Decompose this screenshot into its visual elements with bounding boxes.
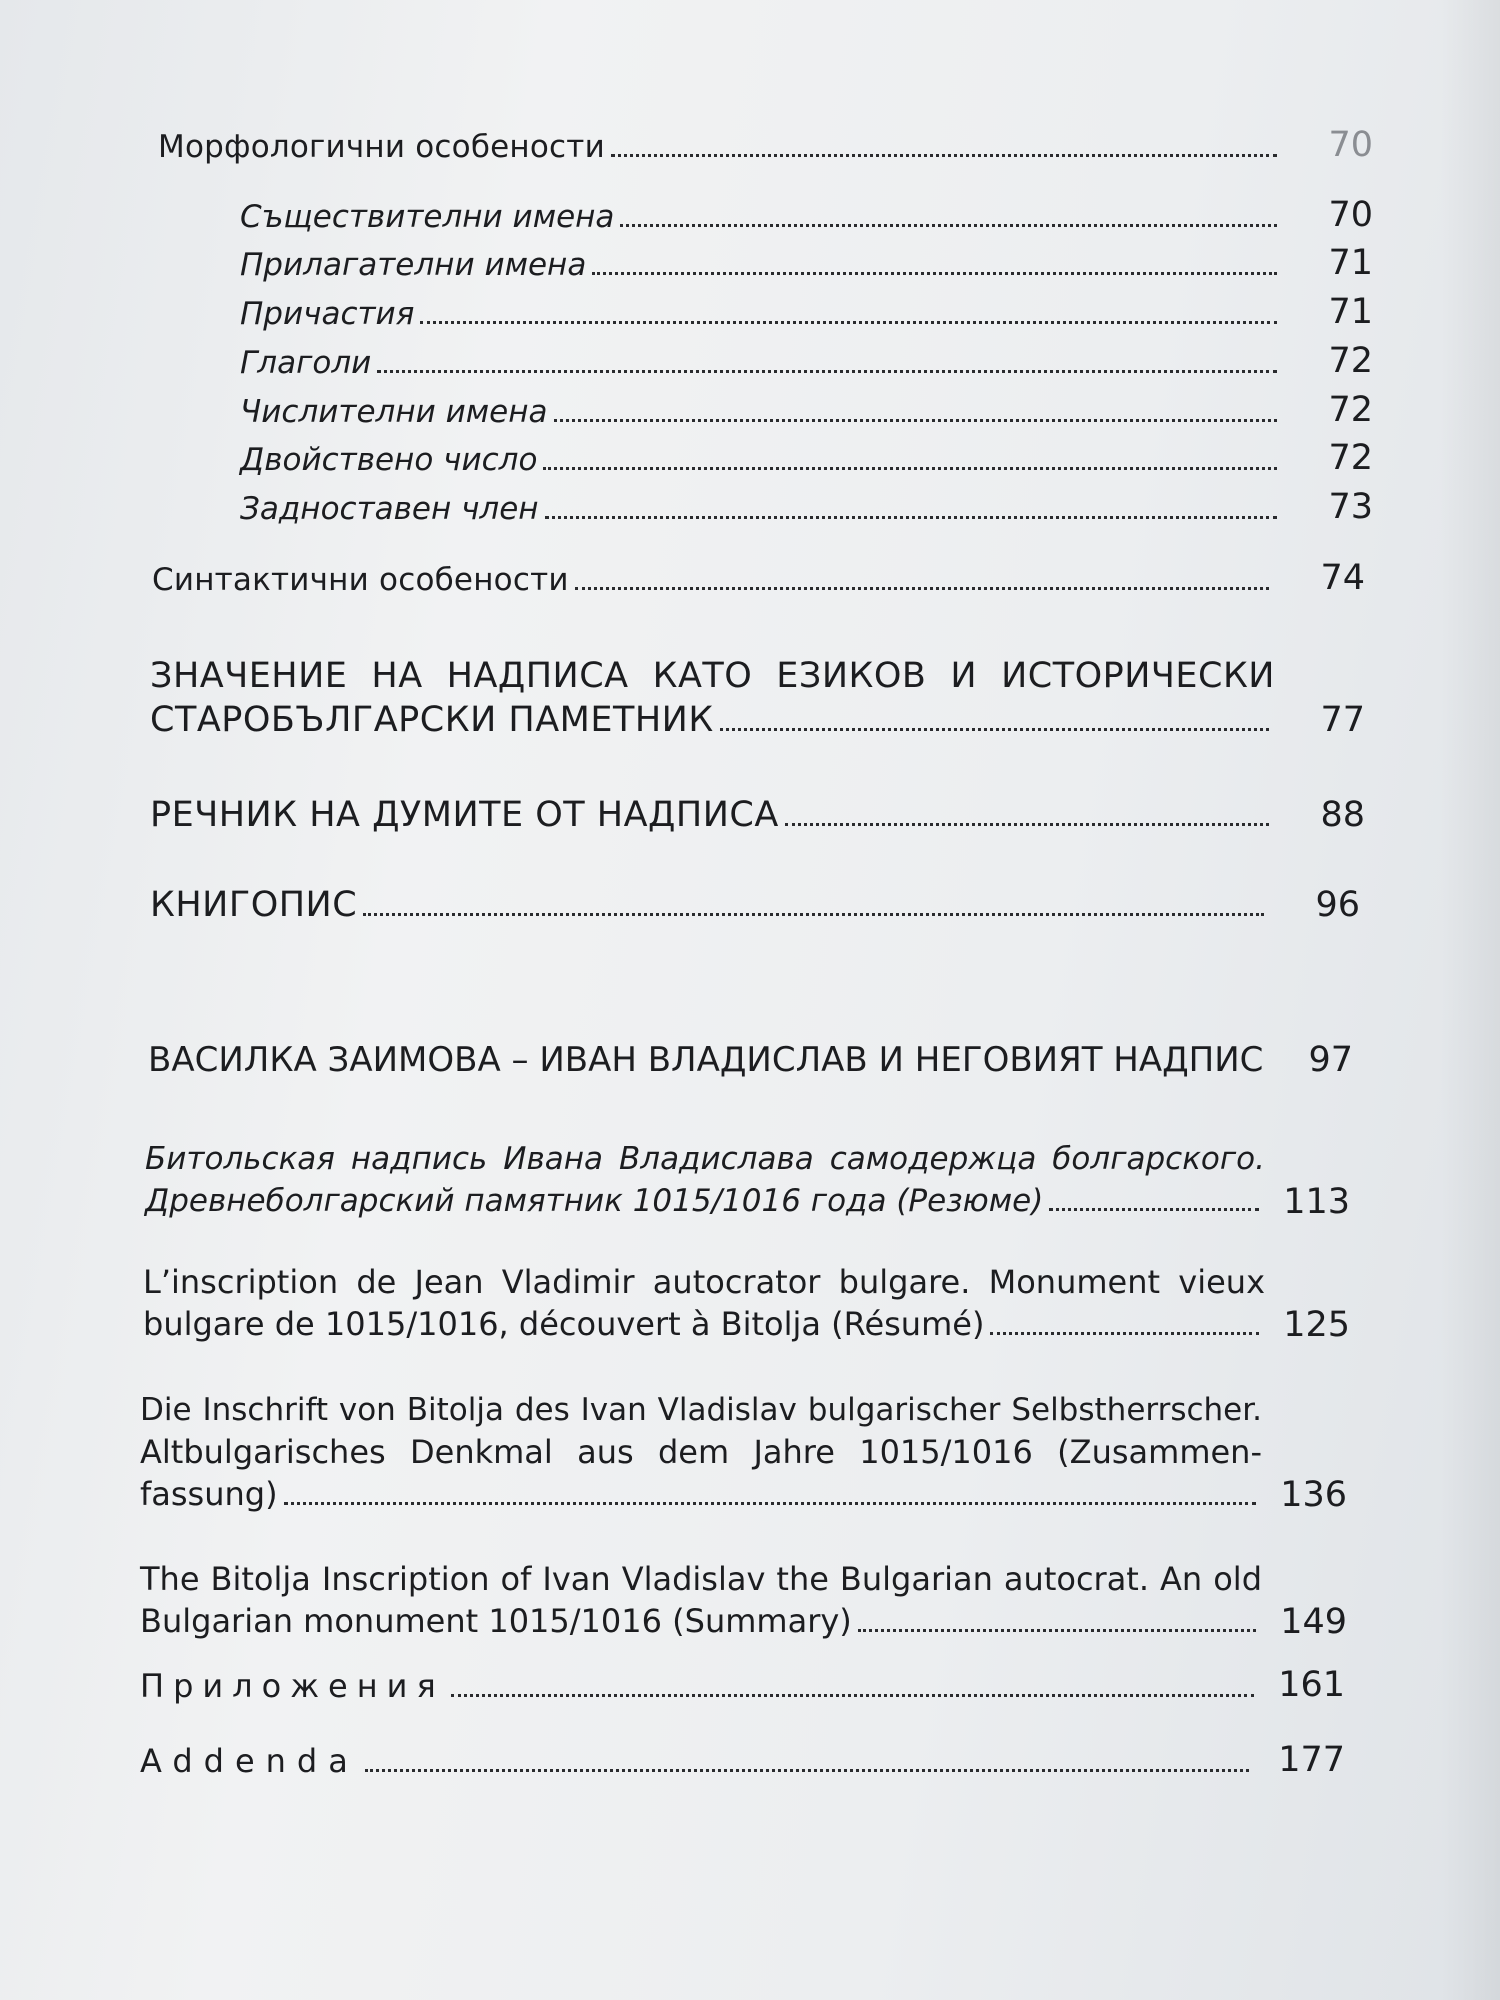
dot-leader bbox=[284, 1502, 1256, 1505]
toc-page-number: 70 bbox=[1328, 125, 1373, 165]
toc-entry-title-line: Битольская надпись Ивана Владислава самодержца болгарского. bbox=[145, 1141, 1265, 1177]
toc-entry-title-line: L’inscription de Jean Vladimir autocrator bulgare. Monument vieux bbox=[143, 1263, 1265, 1301]
dot-leader bbox=[545, 516, 1277, 519]
toc-page-number: 72 bbox=[1328, 390, 1373, 430]
toc-entry-title: Морфологични особености bbox=[158, 129, 605, 165]
toc-entry-title: Съществителни имена bbox=[240, 199, 615, 235]
dot-leader bbox=[554, 419, 1278, 422]
toc-entry-title: Addenda bbox=[140, 1742, 359, 1780]
toc-page-number: 96 bbox=[1315, 885, 1360, 925]
toc-entry-title-line: bulgare de 1015/1016, découvert à Bitolja (Résumé) bbox=[143, 1305, 985, 1343]
toc-entry-title-line: Altbulgarisches Denkmal aus dem Jahre 1015/1016 (Zusammen- bbox=[140, 1433, 1262, 1471]
toc-entry-title-line: Bulgarian monument 1015/1016 (Summary) bbox=[140, 1602, 852, 1640]
toc-entry-title-line: Die Inschrift von Bitolja des Ivan Vladislav bulgarischer Selbstherrscher. bbox=[140, 1392, 1262, 1428]
toc-entry-title: Задноставен член bbox=[240, 491, 539, 527]
toc-entry-title-line: Древнеболгарский памятник 1015/1016 года (Резюме) bbox=[145, 1183, 1044, 1219]
toc-page-number: 113 bbox=[1283, 1182, 1350, 1222]
toc-page-number: 72 bbox=[1328, 341, 1373, 381]
toc-entry-title: РЕЧНИК НА ДУМИТЕ ОТ НАДПИСА bbox=[150, 795, 779, 835]
toc-entry-summary-ru bbox=[145, 1122, 1350, 1222]
toc-page-number: 149 bbox=[1280, 1602, 1347, 1642]
toc-subentry bbox=[240, 487, 1373, 527]
dot-leader bbox=[377, 370, 1277, 373]
toc-entry-dictionary bbox=[150, 790, 1365, 835]
toc-entry-bibliography bbox=[150, 880, 1360, 925]
dot-leader bbox=[785, 823, 1269, 826]
toc-subentry bbox=[240, 390, 1373, 430]
toc-page-number: 97 bbox=[1308, 1040, 1353, 1080]
dot-leader bbox=[611, 154, 1277, 157]
dot-leader bbox=[575, 587, 1269, 590]
dot-leader bbox=[543, 467, 1277, 470]
toc-page-number: 125 bbox=[1283, 1305, 1350, 1345]
toc-subentry bbox=[240, 195, 1373, 235]
toc-entry-title-line: СТАРОБЪЛГАРСКИ ПАМЕТНИК bbox=[150, 700, 714, 740]
dot-leader bbox=[451, 1694, 1254, 1697]
dot-leader bbox=[363, 913, 1264, 916]
toc-page-number: 136 bbox=[1280, 1475, 1347, 1515]
toc-entry-syntax bbox=[152, 558, 1365, 598]
toc-entry-title: Глаголи bbox=[240, 345, 372, 381]
toc-entry-title: ВАСИЛКА ЗАИМОВА – ИВАН ВЛАДИСЛАВ И НЕГОВИЯТ НАДПИС bbox=[148, 1040, 1264, 1080]
dot-leader bbox=[720, 728, 1269, 731]
toc-entry-summary-en bbox=[140, 1537, 1347, 1642]
toc-entry-summary-fr bbox=[143, 1240, 1350, 1345]
toc-entry-title: Прилагателни имена bbox=[240, 247, 587, 283]
dot-leader bbox=[1049, 1208, 1259, 1211]
toc-page-number: 77 bbox=[1320, 700, 1365, 740]
toc-entry-morphology bbox=[158, 125, 1373, 165]
toc-entry-appendices bbox=[140, 1660, 1345, 1705]
dot-leader bbox=[420, 321, 1277, 324]
toc-entry-summary-de bbox=[140, 1365, 1347, 1515]
toc-entry-title-line: The Bitolja Inscription of Ivan Vladislav the Bulgarian autocrat. An old bbox=[140, 1560, 1262, 1598]
dot-leader bbox=[858, 1629, 1256, 1632]
toc-entry-title: КНИГОПИС bbox=[150, 885, 358, 925]
toc-entry-title: Двойствено число bbox=[240, 442, 538, 478]
dot-leader bbox=[990, 1332, 1259, 1335]
toc-entry-addenda bbox=[140, 1735, 1345, 1780]
toc-entry-title: Причастия bbox=[240, 296, 415, 332]
toc-page-number: 73 bbox=[1328, 487, 1373, 527]
toc-entry-title: Синтактични особености bbox=[152, 562, 569, 598]
toc-page-number: 71 bbox=[1328, 243, 1373, 283]
toc-page-number: 71 bbox=[1328, 292, 1373, 332]
toc-entry-title: Приложения bbox=[140, 1667, 445, 1705]
dot-leader bbox=[365, 1769, 1249, 1772]
toc-page-number: 88 bbox=[1320, 795, 1365, 835]
toc-entry-zaimova bbox=[148, 1035, 1353, 1080]
toc-entry-title: Числителни имена bbox=[240, 394, 548, 430]
toc-page-number: 161 bbox=[1278, 1665, 1345, 1705]
toc-entry-title-line: ЗНАЧЕНИЕ НА НАДПИСА КАТО ЕЗИКОВ И ИСТОРИЧЕСКИ bbox=[150, 656, 1275, 696]
toc-entry-significance bbox=[150, 645, 1365, 740]
dot-leader bbox=[620, 224, 1277, 227]
toc-page-number: 74 bbox=[1320, 558, 1365, 598]
dot-leader bbox=[592, 272, 1277, 275]
toc-page-number: 70 bbox=[1328, 195, 1373, 235]
toc-subentry bbox=[240, 243, 1373, 283]
toc-subentry bbox=[240, 341, 1373, 381]
toc-page-number: 177 bbox=[1278, 1740, 1345, 1780]
toc-subentry bbox=[240, 292, 1373, 332]
toc-entry-title-line: fassung) bbox=[140, 1475, 278, 1513]
toc-subentry bbox=[240, 438, 1373, 478]
toc-page-number: 72 bbox=[1328, 438, 1373, 478]
